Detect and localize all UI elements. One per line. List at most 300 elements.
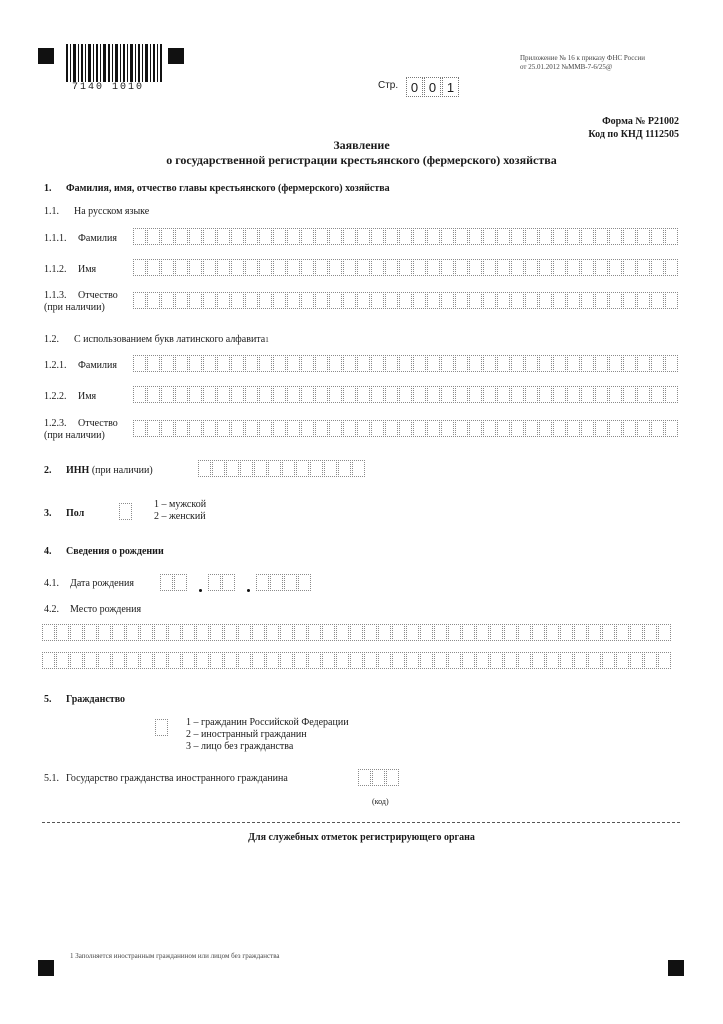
char-cell[interactable] (259, 259, 272, 276)
char-cell[interactable] (539, 259, 552, 276)
char-cell[interactable] (301, 386, 314, 403)
char-cell[interactable] (112, 652, 125, 669)
char-cell[interactable] (434, 624, 447, 641)
char-cell[interactable] (182, 624, 195, 641)
patronymic-ru-field[interactable] (133, 292, 679, 309)
char-cell[interactable] (189, 259, 202, 276)
char-cell[interactable] (217, 259, 230, 276)
char-cell[interactable] (385, 355, 398, 372)
char-cell[interactable] (210, 624, 223, 641)
char-cell[interactable] (532, 652, 545, 669)
char-cell[interactable] (399, 420, 412, 437)
char-cell[interactable] (70, 652, 83, 669)
char-cell[interactable] (385, 292, 398, 309)
char-cell[interactable] (189, 355, 202, 372)
char-cell[interactable] (273, 259, 286, 276)
char-cell[interactable] (259, 292, 272, 309)
char-cell[interactable] (455, 420, 468, 437)
char-cell[interactable] (455, 292, 468, 309)
char-cell[interactable] (455, 228, 468, 245)
char-cell[interactable] (56, 652, 69, 669)
char-cell[interactable] (553, 355, 566, 372)
char-cell[interactable] (406, 652, 419, 669)
char-cell[interactable] (525, 355, 538, 372)
char-cell[interactable] (174, 574, 187, 591)
char-cell[interactable] (338, 460, 351, 477)
char-cell[interactable] (329, 228, 342, 245)
char-cell[interactable] (427, 386, 440, 403)
char-cell[interactable] (637, 259, 650, 276)
char-cell[interactable] (175, 386, 188, 403)
char-cell[interactable] (357, 386, 370, 403)
char-cell[interactable] (266, 652, 279, 669)
char-cell[interactable] (287, 386, 300, 403)
char-cell[interactable] (280, 652, 293, 669)
char-cell[interactable] (224, 624, 237, 641)
char-cell[interactable] (420, 652, 433, 669)
char-cell[interactable] (268, 460, 281, 477)
char-cell[interactable] (469, 386, 482, 403)
birth-month-field[interactable] (208, 574, 236, 591)
char-cell[interactable] (469, 259, 482, 276)
char-cell[interactable] (147, 292, 160, 309)
char-cell[interactable] (623, 292, 636, 309)
char-cell[interactable] (189, 292, 202, 309)
char-cell[interactable] (490, 624, 503, 641)
char-cell[interactable] (343, 355, 356, 372)
char-cell[interactable] (161, 259, 174, 276)
char-cell[interactable] (581, 420, 594, 437)
char-cell[interactable] (371, 292, 384, 309)
char-cell[interactable] (623, 228, 636, 245)
char-cell[interactable] (182, 652, 195, 669)
char-cell[interactable] (140, 624, 153, 641)
char-cell[interactable] (280, 624, 293, 641)
birth-day-field[interactable] (160, 574, 188, 591)
char-cell[interactable] (329, 292, 342, 309)
char-cell[interactable] (462, 652, 475, 669)
char-cell[interactable] (630, 624, 643, 641)
char-cell[interactable] (322, 624, 335, 641)
char-cell[interactable] (42, 624, 55, 641)
name-ru-field[interactable] (133, 259, 679, 276)
char-cell[interactable] (133, 228, 146, 245)
char-cell[interactable] (119, 503, 132, 520)
char-cell[interactable] (386, 769, 399, 786)
char-cell[interactable] (497, 259, 510, 276)
char-cell[interactable] (455, 259, 468, 276)
char-cell[interactable] (343, 420, 356, 437)
char-cell[interactable] (525, 292, 538, 309)
char-cell[interactable] (546, 624, 559, 641)
char-cell[interactable] (609, 355, 622, 372)
char-cell[interactable] (595, 259, 608, 276)
char-cell[interactable] (525, 386, 538, 403)
char-cell[interactable] (357, 228, 370, 245)
char-cell[interactable] (343, 292, 356, 309)
char-cell[interactable] (532, 624, 545, 641)
char-cell[interactable] (609, 292, 622, 309)
char-cell[interactable] (490, 652, 503, 669)
inn-field[interactable] (198, 460, 366, 477)
char-cell[interactable] (238, 624, 251, 641)
char-cell[interactable] (399, 259, 412, 276)
char-cell[interactable] (133, 259, 146, 276)
char-cell[interactable] (226, 460, 239, 477)
char-cell[interactable] (525, 420, 538, 437)
char-cell[interactable] (441, 228, 454, 245)
char-cell[interactable] (301, 259, 314, 276)
char-cell[interactable] (175, 420, 188, 437)
char-cell[interactable] (546, 652, 559, 669)
char-cell[interactable] (161, 292, 174, 309)
char-cell[interactable] (298, 574, 311, 591)
char-cell[interactable] (231, 420, 244, 437)
char-cell[interactable] (133, 355, 146, 372)
char-cell[interactable] (284, 574, 297, 591)
char-cell[interactable] (133, 292, 146, 309)
char-cell[interactable] (231, 292, 244, 309)
char-cell[interactable] (553, 228, 566, 245)
char-cell[interactable] (189, 386, 202, 403)
char-cell[interactable] (539, 292, 552, 309)
char-cell[interactable] (665, 355, 678, 372)
char-cell[interactable] (574, 652, 587, 669)
char-cell[interactable] (245, 228, 258, 245)
char-cell[interactable] (392, 624, 405, 641)
char-cell[interactable] (567, 292, 580, 309)
char-cell[interactable] (497, 386, 510, 403)
char-cell[interactable] (217, 420, 230, 437)
char-cell[interactable] (497, 420, 510, 437)
char-cell[interactable] (581, 228, 594, 245)
char-cell[interactable] (644, 624, 657, 641)
char-cell[interactable] (259, 420, 272, 437)
char-cell[interactable] (469, 292, 482, 309)
char-cell[interactable] (497, 355, 510, 372)
char-cell[interactable] (154, 624, 167, 641)
char-cell[interactable] (259, 228, 272, 245)
char-cell[interactable] (567, 228, 580, 245)
char-cell[interactable] (273, 292, 286, 309)
char-cell[interactable] (651, 420, 664, 437)
char-cell[interactable] (343, 228, 356, 245)
char-cell[interactable] (238, 652, 251, 669)
char-cell[interactable] (231, 259, 244, 276)
char-cell[interactable] (371, 386, 384, 403)
char-cell[interactable] (231, 228, 244, 245)
char-cell[interactable] (651, 259, 664, 276)
char-cell[interactable] (483, 228, 496, 245)
char-cell[interactable] (287, 228, 300, 245)
char-cell[interactable] (315, 355, 328, 372)
birthplace-field-line2[interactable] (42, 652, 672, 669)
char-cell[interactable] (84, 652, 97, 669)
char-cell[interactable] (511, 259, 524, 276)
char-cell[interactable] (357, 420, 370, 437)
char-cell[interactable] (469, 228, 482, 245)
char-cell[interactable] (539, 355, 552, 372)
char-cell[interactable] (665, 292, 678, 309)
char-cell[interactable] (427, 420, 440, 437)
char-cell[interactable] (147, 259, 160, 276)
char-cell[interactable] (595, 228, 608, 245)
char-cell[interactable] (623, 420, 636, 437)
char-cell[interactable] (245, 259, 258, 276)
char-cell[interactable] (245, 420, 258, 437)
char-cell[interactable] (441, 386, 454, 403)
char-cell[interactable] (637, 386, 650, 403)
char-cell[interactable] (147, 228, 160, 245)
char-cell[interactable] (231, 355, 244, 372)
citizenship-country-code-field[interactable] (358, 769, 400, 786)
char-cell[interactable] (525, 259, 538, 276)
char-cell[interactable] (483, 292, 496, 309)
char-cell[interactable] (294, 652, 307, 669)
char-cell[interactable] (483, 355, 496, 372)
char-cell[interactable] (203, 228, 216, 245)
char-cell[interactable] (98, 624, 111, 641)
char-cell[interactable] (567, 386, 580, 403)
page-digit[interactable]: 0 (406, 77, 423, 97)
char-cell[interactable] (651, 228, 664, 245)
char-cell[interactable] (273, 420, 286, 437)
char-cell[interactable] (455, 386, 468, 403)
char-cell[interactable] (189, 420, 202, 437)
char-cell[interactable] (287, 355, 300, 372)
char-cell[interactable] (294, 624, 307, 641)
char-cell[interactable] (413, 355, 426, 372)
char-cell[interactable] (623, 386, 636, 403)
patronymic-lat-field[interactable] (133, 420, 679, 437)
char-cell[interactable] (406, 624, 419, 641)
char-cell[interactable] (658, 652, 671, 669)
char-cell[interactable] (567, 259, 580, 276)
char-cell[interactable] (329, 355, 342, 372)
page-digit[interactable]: 1 (442, 77, 459, 97)
char-cell[interactable] (203, 292, 216, 309)
char-cell[interactable] (539, 386, 552, 403)
char-cell[interactable] (372, 769, 385, 786)
char-cell[interactable] (161, 355, 174, 372)
char-cell[interactable] (553, 259, 566, 276)
char-cell[interactable] (637, 228, 650, 245)
char-cell[interactable] (198, 460, 211, 477)
char-cell[interactable] (175, 228, 188, 245)
char-cell[interactable] (602, 624, 615, 641)
char-cell[interactable] (315, 420, 328, 437)
char-cell[interactable] (168, 652, 181, 669)
char-cell[interactable] (287, 292, 300, 309)
char-cell[interactable] (651, 386, 664, 403)
char-cell[interactable] (350, 652, 363, 669)
char-cell[interactable] (210, 652, 223, 669)
char-cell[interactable] (287, 420, 300, 437)
char-cell[interactable] (126, 652, 139, 669)
char-cell[interactable] (588, 624, 601, 641)
char-cell[interactable] (441, 355, 454, 372)
char-cell[interactable] (560, 652, 573, 669)
char-cell[interactable] (609, 386, 622, 403)
char-cell[interactable] (308, 624, 321, 641)
char-cell[interactable] (476, 624, 489, 641)
char-cell[interactable] (259, 386, 272, 403)
char-cell[interactable] (315, 228, 328, 245)
char-cell[interactable] (441, 420, 454, 437)
char-cell[interactable] (644, 652, 657, 669)
char-cell[interactable] (385, 386, 398, 403)
char-cell[interactable] (567, 420, 580, 437)
char-cell[interactable] (651, 292, 664, 309)
char-cell[interactable] (245, 292, 258, 309)
char-cell[interactable] (252, 652, 265, 669)
char-cell[interactable] (588, 652, 601, 669)
char-cell[interactable] (352, 460, 365, 477)
surname-lat-field[interactable] (133, 355, 679, 372)
char-cell[interactable] (336, 652, 349, 669)
char-cell[interactable] (651, 355, 664, 372)
char-cell[interactable] (240, 460, 253, 477)
char-cell[interactable] (518, 652, 531, 669)
char-cell[interactable] (399, 292, 412, 309)
citizenship-field[interactable] (155, 719, 169, 736)
char-cell[interactable] (273, 355, 286, 372)
char-cell[interactable] (296, 460, 309, 477)
char-cell[interactable] (175, 292, 188, 309)
char-cell[interactable] (217, 386, 230, 403)
gender-field[interactable] (119, 503, 133, 520)
char-cell[interactable] (112, 624, 125, 641)
char-cell[interactable] (511, 386, 524, 403)
char-cell[interactable] (581, 292, 594, 309)
char-cell[interactable] (497, 228, 510, 245)
char-cell[interactable] (254, 460, 267, 477)
char-cell[interactable] (301, 355, 314, 372)
char-cell[interactable] (245, 355, 258, 372)
char-cell[interactable] (385, 259, 398, 276)
char-cell[interactable] (371, 259, 384, 276)
char-cell[interactable] (434, 652, 447, 669)
surname-ru-field[interactable] (133, 228, 679, 245)
char-cell[interactable] (196, 624, 209, 641)
char-cell[interactable] (282, 460, 295, 477)
name-lat-field[interactable] (133, 386, 679, 403)
char-cell[interactable] (441, 259, 454, 276)
char-cell[interactable] (378, 652, 391, 669)
char-cell[interactable] (217, 355, 230, 372)
char-cell[interactable] (413, 292, 426, 309)
page-digit[interactable]: 0 (424, 77, 441, 97)
char-cell[interactable] (315, 259, 328, 276)
char-cell[interactable] (399, 228, 412, 245)
char-cell[interactable] (399, 386, 412, 403)
birth-year-field[interactable] (256, 574, 312, 591)
char-cell[interactable] (574, 624, 587, 641)
char-cell[interactable] (630, 652, 643, 669)
char-cell[interactable] (222, 574, 235, 591)
char-cell[interactable] (350, 624, 363, 641)
char-cell[interactable] (637, 292, 650, 309)
char-cell[interactable] (371, 228, 384, 245)
char-cell[interactable] (427, 292, 440, 309)
char-cell[interactable] (161, 228, 174, 245)
char-cell[interactable] (147, 386, 160, 403)
char-cell[interactable] (413, 386, 426, 403)
char-cell[interactable] (256, 574, 269, 591)
char-cell[interactable] (154, 652, 167, 669)
page-number-field[interactable] (406, 77, 460, 97)
char-cell[interactable] (266, 624, 279, 641)
char-cell[interactable] (553, 386, 566, 403)
char-cell[interactable] (301, 292, 314, 309)
char-cell[interactable] (427, 259, 440, 276)
char-cell[interactable] (343, 259, 356, 276)
char-cell[interactable] (308, 652, 321, 669)
char-cell[interactable] (420, 624, 433, 641)
char-cell[interactable] (126, 624, 139, 641)
char-cell[interactable] (160, 574, 173, 591)
char-cell[interactable] (175, 259, 188, 276)
char-cell[interactable] (231, 386, 244, 403)
char-cell[interactable] (581, 259, 594, 276)
char-cell[interactable] (637, 420, 650, 437)
char-cell[interactable] (287, 259, 300, 276)
char-cell[interactable] (364, 624, 377, 641)
char-cell[interactable] (609, 420, 622, 437)
char-cell[interactable] (595, 355, 608, 372)
birthplace-field-line1[interactable] (42, 624, 672, 641)
char-cell[interactable] (483, 420, 496, 437)
char-cell[interactable] (98, 652, 111, 669)
char-cell[interactable] (413, 420, 426, 437)
char-cell[interactable] (212, 460, 225, 477)
char-cell[interactable] (385, 228, 398, 245)
char-cell[interactable] (371, 420, 384, 437)
char-cell[interactable] (155, 719, 168, 736)
char-cell[interactable] (147, 355, 160, 372)
char-cell[interactable] (133, 420, 146, 437)
char-cell[interactable] (413, 228, 426, 245)
char-cell[interactable] (217, 228, 230, 245)
char-cell[interactable] (310, 460, 323, 477)
char-cell[interactable] (203, 386, 216, 403)
char-cell[interactable] (469, 420, 482, 437)
char-cell[interactable] (616, 652, 629, 669)
char-cell[interactable] (595, 292, 608, 309)
char-cell[interactable] (504, 624, 517, 641)
char-cell[interactable] (511, 355, 524, 372)
char-cell[interactable] (315, 292, 328, 309)
char-cell[interactable] (567, 355, 580, 372)
char-cell[interactable] (161, 386, 174, 403)
char-cell[interactable] (483, 386, 496, 403)
char-cell[interactable] (133, 386, 146, 403)
char-cell[interactable] (539, 420, 552, 437)
char-cell[interactable] (203, 420, 216, 437)
char-cell[interactable] (637, 355, 650, 372)
char-cell[interactable] (609, 228, 622, 245)
char-cell[interactable] (609, 259, 622, 276)
char-cell[interactable] (324, 460, 337, 477)
char-cell[interactable] (385, 420, 398, 437)
char-cell[interactable] (217, 292, 230, 309)
char-cell[interactable] (245, 386, 258, 403)
char-cell[interactable] (301, 228, 314, 245)
char-cell[interactable] (581, 355, 594, 372)
char-cell[interactable] (224, 652, 237, 669)
char-cell[interactable] (595, 386, 608, 403)
char-cell[interactable] (525, 228, 538, 245)
